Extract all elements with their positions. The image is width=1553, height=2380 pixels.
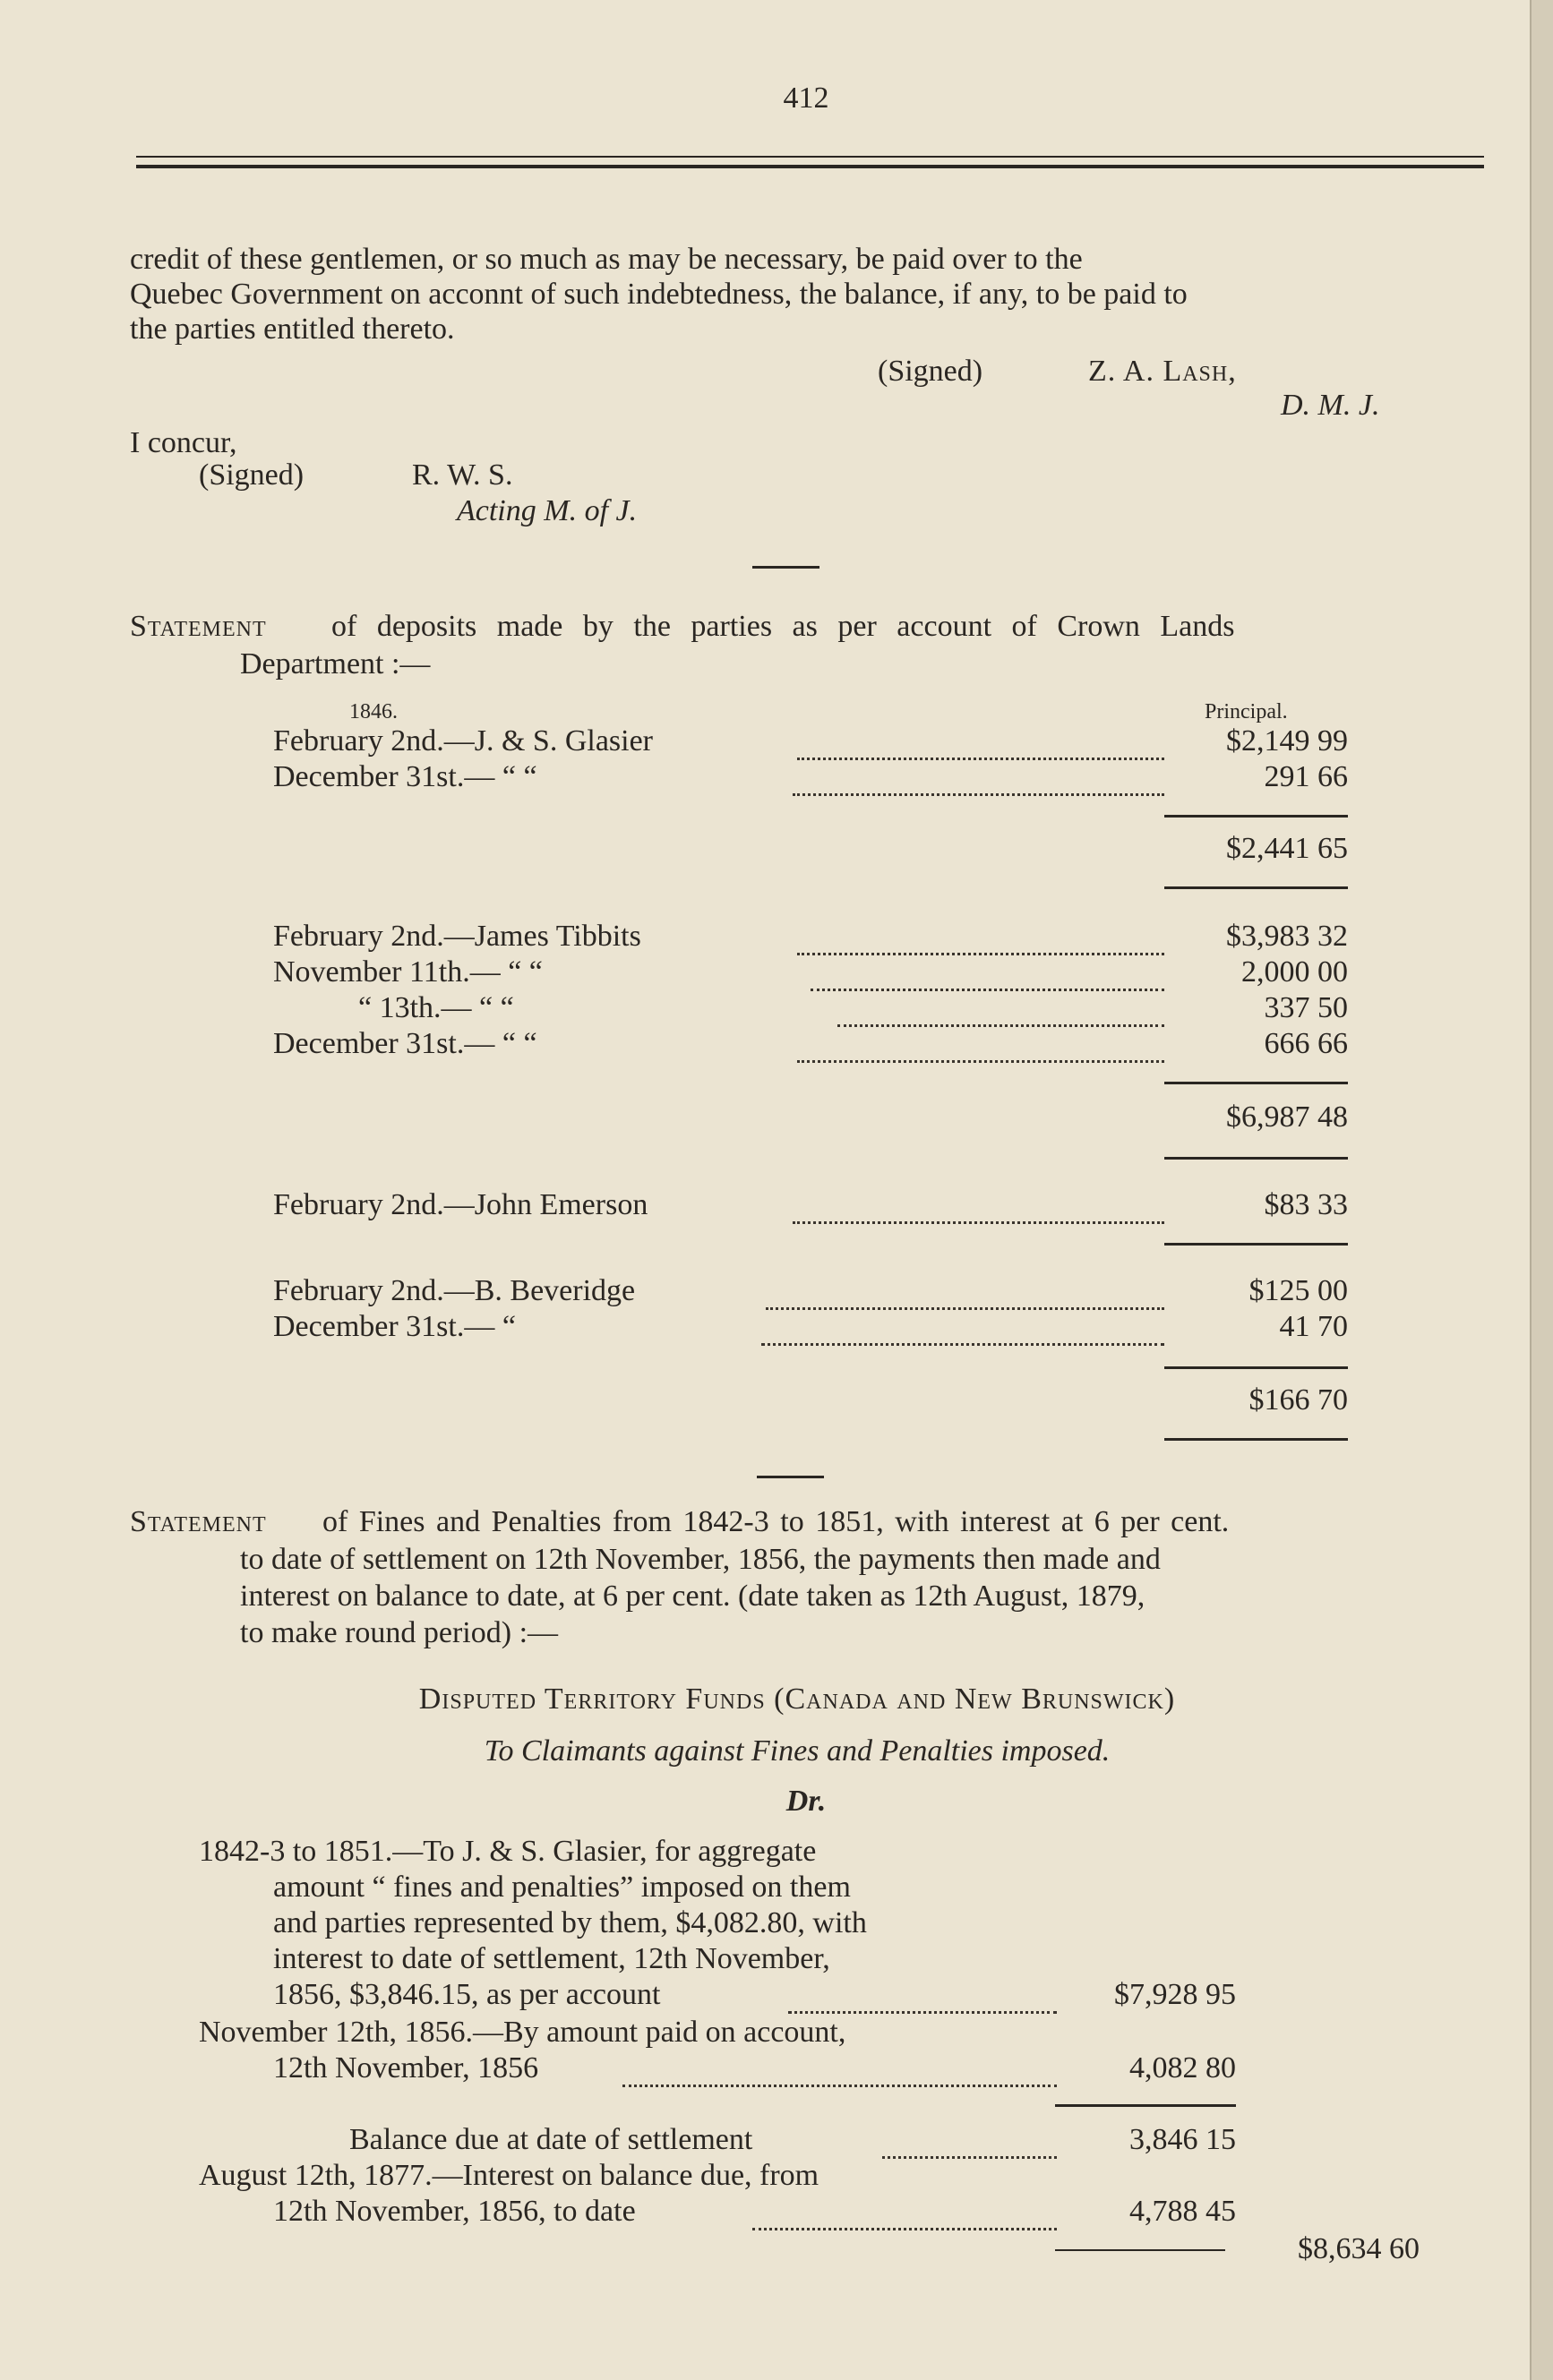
sum-rule: [1164, 1438, 1348, 1441]
sum-rule: [1164, 1157, 1348, 1160]
section-divider: [757, 1476, 824, 1478]
sum-rule: [1164, 1082, 1348, 1084]
deposit-row-label: December 31st.— “ “: [273, 1027, 537, 1060]
section-divider: [752, 566, 819, 569]
leader-dots: [882, 2126, 1057, 2159]
deposit-row-label: December 31st.— “: [273, 1310, 516, 1343]
subtotal: $2,441 65: [1226, 832, 1348, 865]
sum-rule: [1055, 2249, 1225, 2251]
intro-line: the parties entitled thereto.: [130, 312, 455, 346]
sum-rule: [1164, 1366, 1348, 1369]
leader-dots: [811, 958, 1164, 991]
sum-rule: [1164, 815, 1348, 818]
subtotal: $6,987 48: [1226, 1100, 1348, 1134]
account-amount: $7,928 95: [1114, 1978, 1236, 2011]
signed-label: (Signed): [878, 355, 983, 388]
deposit-amount: 666 66: [1264, 1027, 1348, 1060]
concur-text: I concur,: [130, 426, 237, 459]
subtotal: $166 70: [1248, 1383, 1348, 1417]
signer-name: R. W. S.: [412, 458, 513, 492]
sum-rule: [1164, 886, 1348, 889]
account-entry-line: amount “ fines and penalties” imposed on them: [273, 1871, 851, 1904]
header-rule-top: [136, 156, 1484, 158]
sum-rule: [1055, 2104, 1236, 2107]
deposit-amount: $125 00: [1248, 1274, 1348, 1307]
deposit-row-label: February 2nd.—John Emerson: [273, 1188, 648, 1221]
statement-text: Department :—: [240, 647, 431, 681]
intro-line: credit of these gentlemen, or so much as may be necessary, be paid over to the: [130, 243, 1083, 276]
year-label: 1846.: [349, 700, 398, 723]
intro-line: Quebec Government on acconnt of such indebtedness, the balance, if any, to be paid to: [130, 278, 1188, 311]
deposit-row-label: February 2nd.—J. & S. Glasier: [273, 724, 654, 758]
signer-name: Z. A. Lash,: [1088, 355, 1237, 388]
leader-dots: [797, 1030, 1164, 1063]
deposit-amount: $2,149 99: [1226, 724, 1348, 758]
deposit-amount: $83 33: [1264, 1188, 1348, 1221]
leader-dots: [793, 763, 1164, 796]
leader-dots: [793, 1191, 1164, 1224]
statement-heading: Statement: [130, 610, 267, 643]
account-entry-line: 1842-3 to 1851.—To J. & S. Glasier, for aggregate: [199, 1835, 817, 1868]
deposit-row-label: “ 13th.— “ “: [358, 991, 514, 1024]
account-entry-line: 12th November, 1856, to date: [273, 2195, 636, 2228]
dr-label: Dr.: [785, 1785, 827, 1818]
deposit-row-label: November 11th.— “ “: [273, 955, 543, 989]
statement-text: of Fines and Penalties from 1842-3 to 1851, with interest at 6 per cent.: [322, 1505, 1230, 1538]
page-number: 412: [783, 81, 829, 115]
account-amount: 4,788 45: [1129, 2195, 1236, 2228]
account-entry-line: interest to date of settlement, 12th November,: [273, 1942, 830, 1975]
account-entry-line: August 12th, 1877.—Interest on balance due, from: [199, 2159, 819, 2192]
account-entry-line: 12th November, 1856: [273, 2051, 539, 2085]
page-edge: [1530, 0, 1553, 2380]
deposit-amount: 337 50: [1264, 991, 1348, 1024]
statement-text: to make round period) :—: [240, 1616, 559, 1649]
leader-dots: [766, 1277, 1164, 1310]
account-entry-line: November 12th, 1856.—By amount paid on account,: [199, 2016, 846, 2049]
leader-dots: [837, 994, 1164, 1027]
statement-text: of deposits made by the parties as per account of Crown Lands: [331, 610, 1235, 643]
leader-dots: [752, 2197, 1057, 2230]
signed-label: (Signed): [199, 458, 305, 492]
deposit-row-label: February 2nd.—B. Beveridge: [273, 1274, 636, 1307]
fund-subtitle: To Claimants against Fines and Penalties imposed.: [484, 1734, 1111, 1768]
account-entry-line: 1856, $3,846.15, as per account: [273, 1978, 661, 2011]
statement-heading: Statement: [130, 1505, 267, 1538]
account-entry-line: and parties represented by them, $4,082.80, with: [273, 1906, 867, 1939]
deposit-row-label: February 2nd.—James Tibbits: [273, 920, 641, 953]
fund-title: Disputed Territory Funds (Canada and New Brunswick): [418, 1682, 1176, 1716]
deposit-row-label: December 31st.— “ “: [273, 760, 537, 793]
statement-text: to date of settlement on 12th November, 1856, the payments then made and: [240, 1543, 1161, 1576]
signer-title: Acting M. of J.: [457, 494, 638, 527]
leader-dots: [788, 1981, 1057, 2014]
statement-text: interest on balance to date, at 6 per cent. (date taken as 12th August, 1879,: [240, 1580, 1145, 1613]
column-header: Principal.: [1205, 700, 1288, 723]
deposit-amount: $3,983 32: [1226, 920, 1348, 953]
leader-dots: [797, 922, 1164, 955]
deposit-amount: 2,000 00: [1241, 955, 1348, 989]
header-rule-bottom: [136, 165, 1484, 168]
deposit-amount: 291 66: [1264, 760, 1348, 793]
account-amount: 4,082 80: [1129, 2051, 1236, 2085]
signer-title: D. M. J.: [1281, 389, 1380, 422]
balance-label: Balance due at date of settlement: [349, 2123, 753, 2156]
grand-total: $8,634 60: [1298, 2232, 1420, 2265]
balance-amount: 3,846 15: [1129, 2123, 1236, 2156]
leader-dots: [761, 1313, 1164, 1346]
deposit-amount: 41 70: [1279, 1310, 1348, 1343]
leader-dots: [797, 727, 1164, 760]
leader-dots: [622, 2054, 1057, 2087]
sum-rule: [1164, 1243, 1348, 1246]
